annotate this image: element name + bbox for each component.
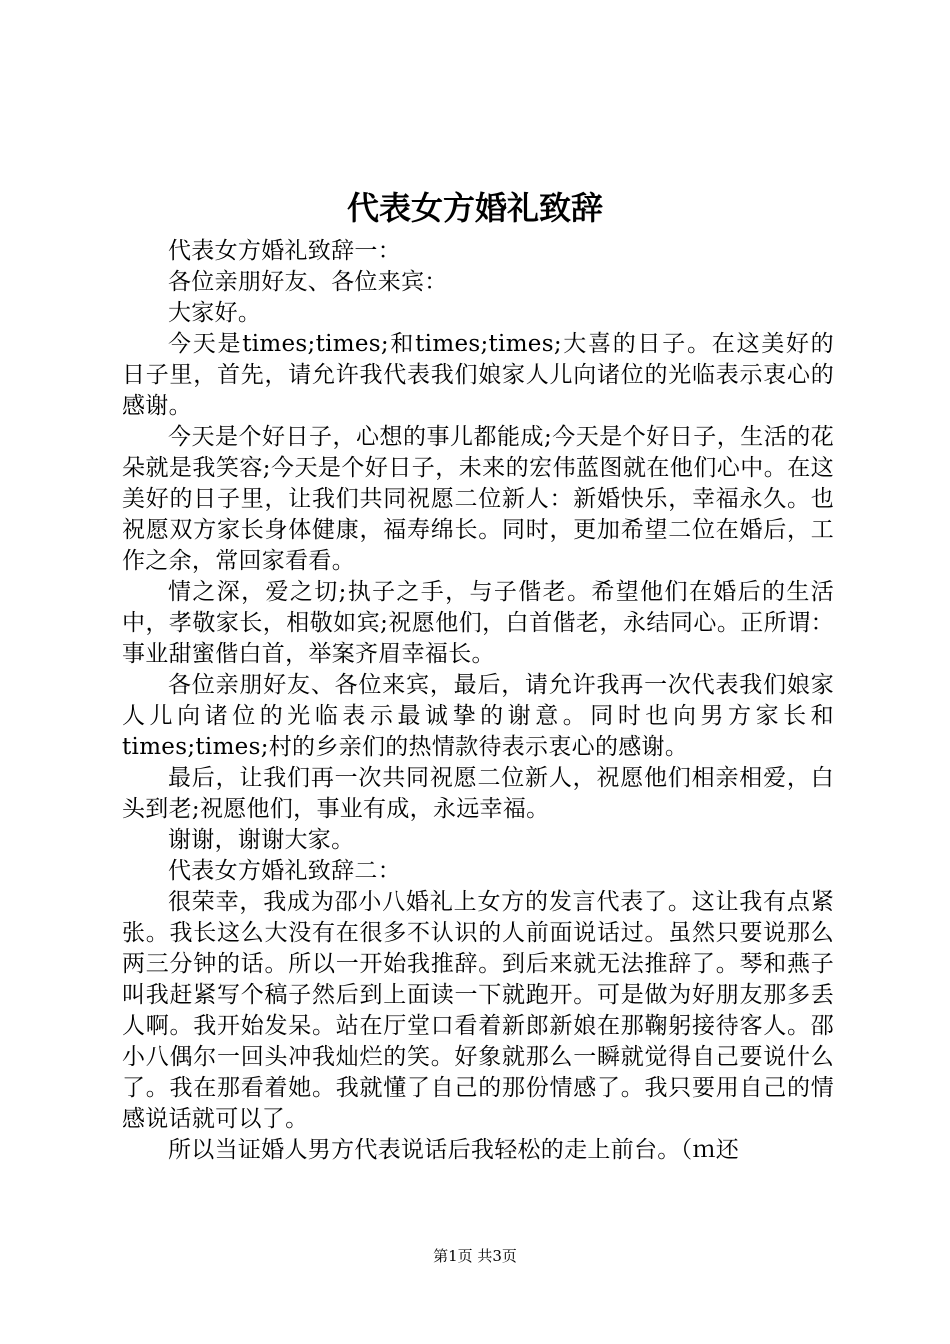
document-body — [122, 236, 834, 1166]
paragraph: 谢谢，谢谢大家。 — [168, 827, 355, 853]
paragraph: 大家好。 — [168, 300, 262, 326]
document-title: 代表女方婚礼致辞 — [346, 189, 603, 227]
paragraph: 情之深，爱之切;执子之手，与子偕老。希望他们在婚后的生活中，孝敬家长，相敬如宾;祝愿他们，白首偕老，永结同心。正所谓：事业甜蜜偕白首，举案齐眉幸福长。 — [122, 579, 834, 667]
paragraph: 所以当证婚人男方代表说话后我轻松的走上前台。（ｍ还 — [168, 1137, 739, 1163]
paragraph: 各位亲朋好友、各位来宾： — [168, 269, 448, 295]
paragraph: 最后，让我们再一次共同祝愿二位新人，祝愿他们相亲相爱，白头到老;祝愿他们，事业有成，永远幸福。 — [122, 765, 834, 822]
paragraph: 今天是个好日子，心想的事儿都能成;今天是个好日子，生活的花朵就是我笑容;今天是个好日子，未来的宏伟蓝图就在他们心中。在这美好的日子里，让我们共同祝愿二位新人：新婚快乐，幸福永久。也祝愿双方家长身体健康，福寿绵长。同时，更加希望二位在婚后，工作之余，常回家看看。 — [122, 424, 834, 574]
paragraph: 代表女方婚礼致辞一： — [168, 238, 401, 264]
paragraph: 代表女方婚礼致辞二： — [168, 858, 401, 884]
paragraph: 各位亲朋好友、各位来宾，最后，请允许我再一次代表我们娘家人儿向诸位的光临表示最诚挚的谢意。同时也向男方家长和times;times;村的乡亲们的热情款待表示衷心的感谢。 — [122, 672, 834, 760]
paragraph: 很荣幸，我成为邵小八婚礼上女方的发言代表了。这让我有点紧张。我长这么大没有在很多不认识的人前面说话过。虽然只要说那么两三分钟的话。所以一开始我推辞。到后来就无法推辞了。琴和燕子叫我赶紧写个稿子然后到上面读一下就跑开。可是做为好朋友那多丢人啊。我开始发呆。站在厅堂口看着新郎新娘在那鞠躬接待客人。邵小八偶尔一回头冲我灿烂的笑。好象就那么一瞬就觉得自己要说什么了。我在那看着她。我就懂了自己的那份情感了。我只要用自己的情感说话就可以了。 — [122, 889, 834, 1132]
paragraph: 今天是times;times;和times;times;大喜的日子。在这美好的日子里，首先，请允许我代表我们娘家人儿向诸位的光临表示衷心的感谢。 — [122, 331, 834, 419]
page-footer: 第1页 共3页 — [433, 1247, 517, 1265]
